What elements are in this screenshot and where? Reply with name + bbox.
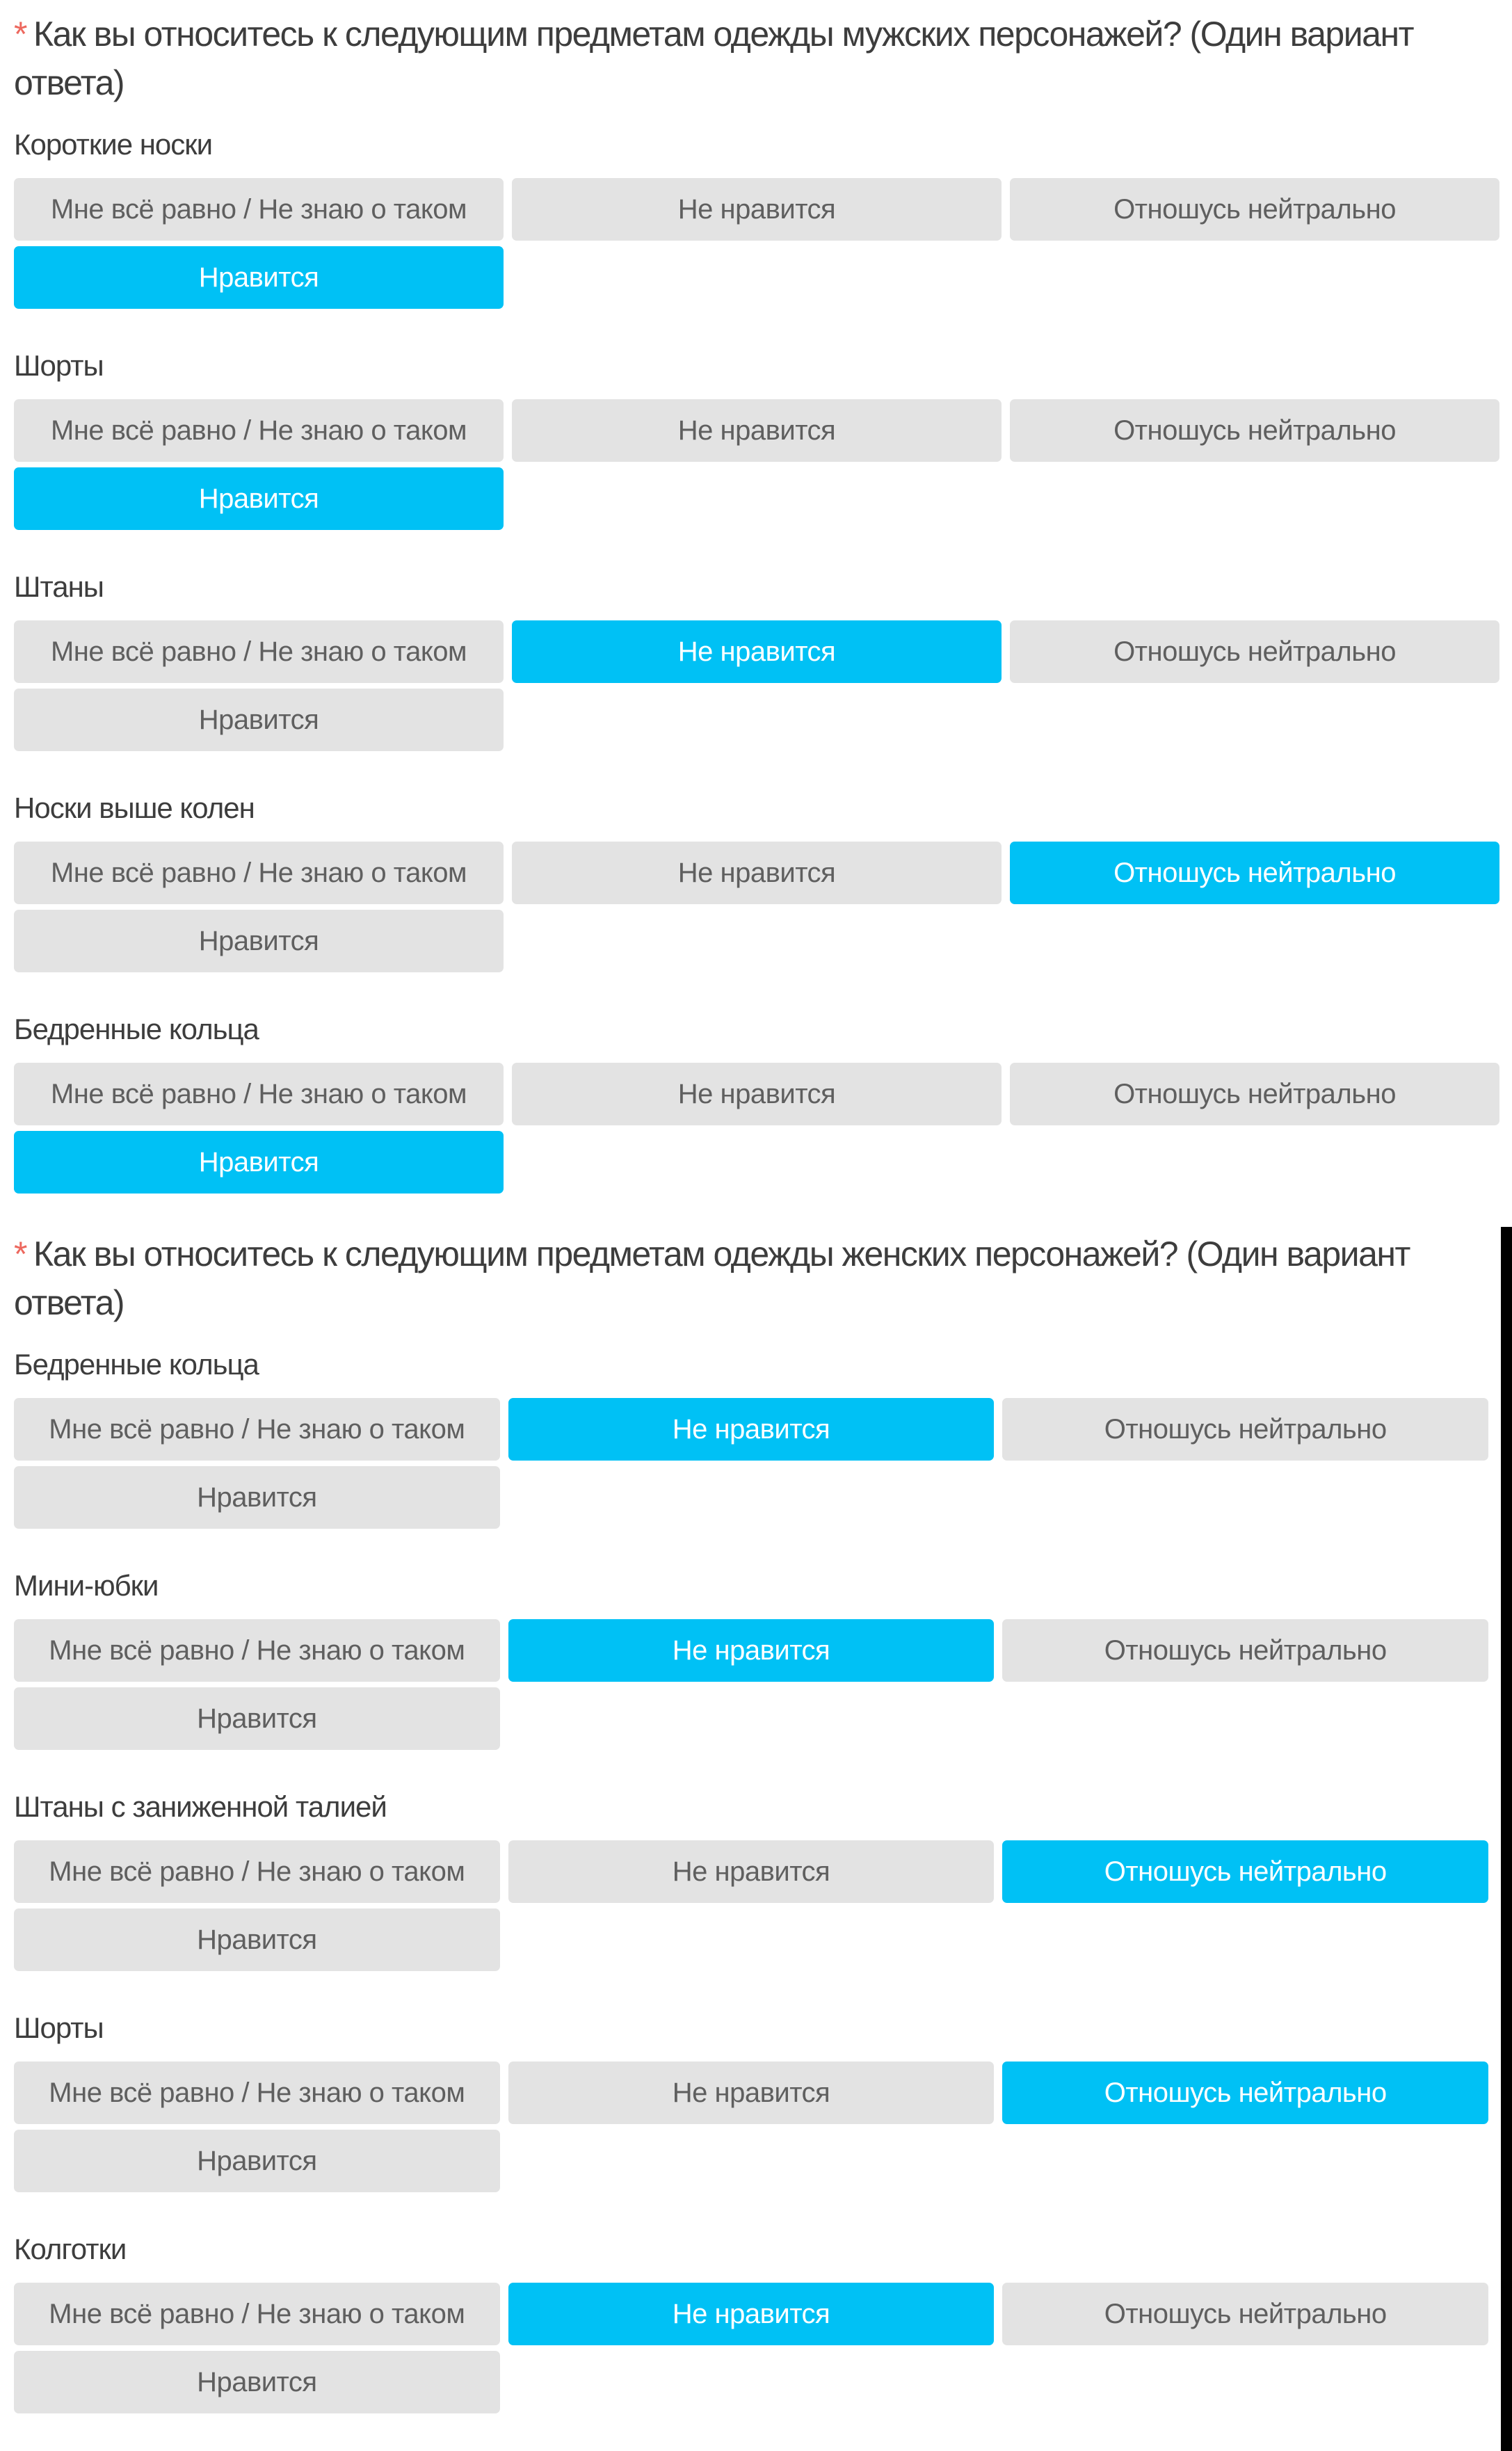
question-title [14,1230,1488,1327]
option-button[interactable]: Не нравится [512,399,1002,462]
sub-question-item [14,1011,1499,1194]
option-grid [14,1619,1488,1750]
option-button[interactable]: Отношусь нейтрально [1010,178,1499,241]
option-button[interactable]: Мне всё равно / Не знаю о таком [14,1840,500,1903]
option-button[interactable]: Отношусь нейтрально [1010,620,1499,683]
scrollbar-track[interactable] [1501,1227,1512,2451]
option-button[interactable]: Нравится [14,910,504,972]
option-button[interactable]: Нравится [14,2130,500,2192]
sub-question-item [14,2010,1488,2192]
item-label: Бедренные кольца [14,1348,259,1381]
option-button[interactable]: Отношусь нейтрально [1002,1840,1488,1903]
sub-question-item [14,1568,1488,1750]
option-grid [14,2283,1488,2413]
option-grid [14,842,1499,972]
option-button[interactable]: Не нравится [512,1063,1002,1125]
option-grid [14,2062,1488,2192]
option-grid [14,1063,1499,1194]
option-button[interactable]: Нравится [14,1908,500,1971]
option-button[interactable]: Мне всё равно / Не знаю о таком [14,842,504,904]
item-label: Шорты [14,2011,104,2044]
option-button[interactable]: Мне всё равно / Не знаю о таком [14,178,504,241]
option-button[interactable]: Не нравится [508,1398,995,1461]
option-button[interactable]: Нравится [14,689,504,751]
item-label: Колготки [14,2233,127,2265]
item-label: Штаны [14,570,104,603]
option-grid [14,1398,1488,1529]
option-button[interactable]: Нравится [14,1466,500,1529]
option-button[interactable]: Не нравится [508,1619,995,1682]
option-button[interactable]: Мне всё равно / Не знаю о таком [14,2062,500,2124]
option-button[interactable]: Не нравится [508,2283,995,2345]
option-grid [14,399,1499,530]
option-button[interactable]: Мне всё равно / Не знаю о таком [14,620,504,683]
option-button[interactable]: Нравится [14,1687,500,1750]
option-button[interactable]: Мне всё равно / Не знаю о таком [14,1619,500,1682]
sub-question-item [14,569,1499,751]
option-button[interactable]: Мне всё равно / Не знаю о таком [14,1398,500,1461]
sub-question-item [14,790,1499,972]
question-title-text: Как вы относитесь к следующим предметам одежды женских персонажей? (Один вариант ответа) [14,1235,1410,1322]
option-button[interactable]: Отношусь нейтрально [1002,2283,1488,2345]
option-button[interactable]: Не нравится [512,620,1002,683]
sub-question-item [14,1347,1488,1529]
option-button[interactable]: Не нравится [512,178,1002,241]
question-title-text: Как вы относитесь к следующим предметам одежды мужских персонажей? (Один вариант ответа) [14,15,1413,102]
question-title [14,10,1499,107]
option-button[interactable]: Отношусь нейтрально [1002,2062,1488,2124]
option-button[interactable]: Мне всё равно / Не знаю о таком [14,1063,504,1125]
option-button[interactable]: Не нравится [508,1840,995,1903]
option-grid [14,1840,1488,1971]
question-block [0,0,1512,1194]
required-asterisk: * [14,15,26,54]
question-block [0,1230,1512,2451]
option-button[interactable]: Нравится [14,2351,500,2413]
option-button[interactable]: Мне всё равно / Не знаю о таком [14,2283,500,2345]
item-label: Короткие носки [14,128,213,161]
required-asterisk: * [14,1235,26,1273]
item-label: Мини-юбки [14,1569,159,1602]
sub-question-item [14,1789,1488,1971]
option-button[interactable]: Отношусь нейтрально [1002,1398,1488,1461]
sub-question-item [14,348,1499,530]
item-label: Носки выше колен [14,791,255,824]
option-button[interactable]: Отношусь нейтрально [1010,842,1499,904]
option-button[interactable]: Мне всё равно / Не знаю о таком [14,399,504,462]
option-button[interactable]: Не нравится [512,842,1002,904]
option-button[interactable]: Нравится [14,246,504,309]
option-button[interactable]: Отношусь нейтрально [1010,1063,1499,1125]
option-button[interactable]: Не нравится [508,2062,995,2124]
item-label: Бедренные кольца [14,1013,259,1045]
option-grid [14,620,1499,751]
item-label: Штаны с заниженной талией [14,1790,387,1823]
item-label: Шорты [14,349,104,382]
option-grid [14,178,1499,309]
sub-question-item [14,127,1499,309]
option-button[interactable]: Нравится [14,1131,504,1194]
option-button[interactable]: Отношусь нейтрально [1010,399,1499,462]
sub-question-item [14,2231,1488,2413]
option-button[interactable]: Нравится [14,467,504,530]
option-button[interactable]: Отношусь нейтрально [1002,1619,1488,1682]
